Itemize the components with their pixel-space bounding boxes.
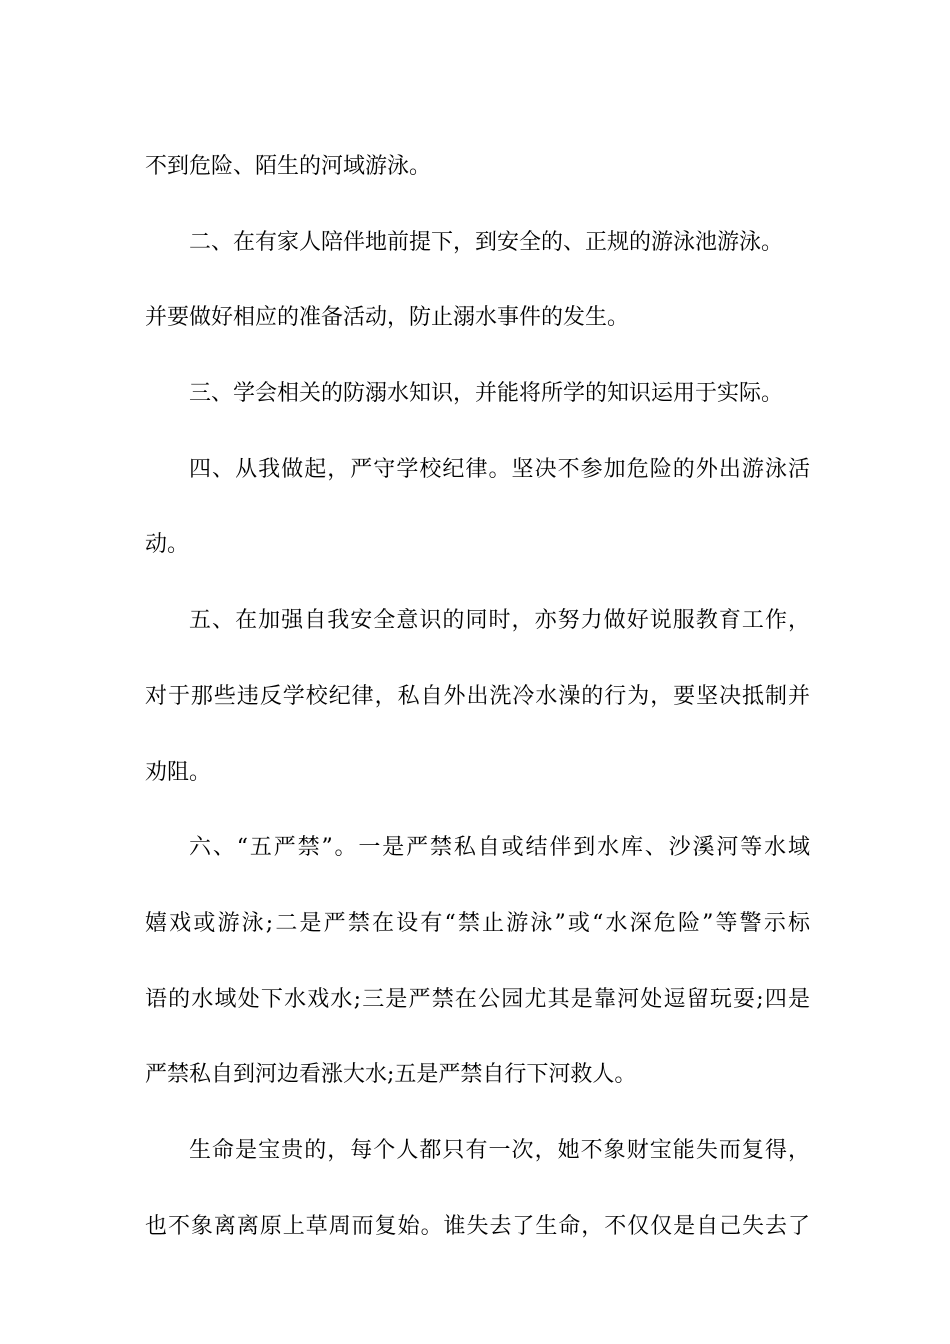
paragraph-line: 二、在有家人陪伴地前提下，到安全的、正规的游泳池游泳。 bbox=[189, 229, 784, 255]
paragraph-line: 三、学会相关的防溺水知识，并能将所学的知识运用于实际。 bbox=[189, 381, 784, 407]
paragraph-line: 并要做好相应的准备活动，防止溺水事件的发生。 bbox=[145, 305, 630, 331]
paragraph-line: 四、从我做起，严守学校纪律。坚决不参加危险的外出游泳活 bbox=[189, 456, 810, 482]
paragraph-line: 严禁私自到河边看涨大水;五是严禁自行下河救人。 bbox=[145, 1062, 637, 1088]
paragraph-line: 对于那些违反学校纪律，私自外出洗冷水澡的行为，要坚决抵制并 bbox=[145, 683, 810, 709]
paragraph-line: 生命是宝贵的，每个人都只有一次，她不象财宝能失而复得， bbox=[189, 1137, 810, 1163]
paragraph-line: 五、在加强自我安全意识的同时，亦努力做好说服教育工作， bbox=[189, 608, 810, 634]
paragraph-line: 动。 bbox=[145, 532, 190, 558]
paragraph-line: 劝阻。 bbox=[145, 759, 212, 785]
paragraph-line: 语的水域处下水戏水;三是严禁在公园尤其是靠河处逗留玩耍;四是 bbox=[145, 986, 810, 1012]
paragraph-line: 嬉戏或游泳;二是严禁在设有“禁止游泳”或“水深危险”等警示标 bbox=[145, 910, 810, 936]
paragraph-line: 不到危险、陌生的河域游泳。 bbox=[145, 154, 432, 179]
paragraph-line: 也不象离离原上草周而复始。谁失去了生命，不仅仅是自己失去了 bbox=[145, 1213, 810, 1239]
paragraph-line: 六、“五严禁”。一是严禁私自或结伴到水库、沙溪河等水域 bbox=[189, 835, 810, 861]
document-body bbox=[145, 129, 810, 1264]
